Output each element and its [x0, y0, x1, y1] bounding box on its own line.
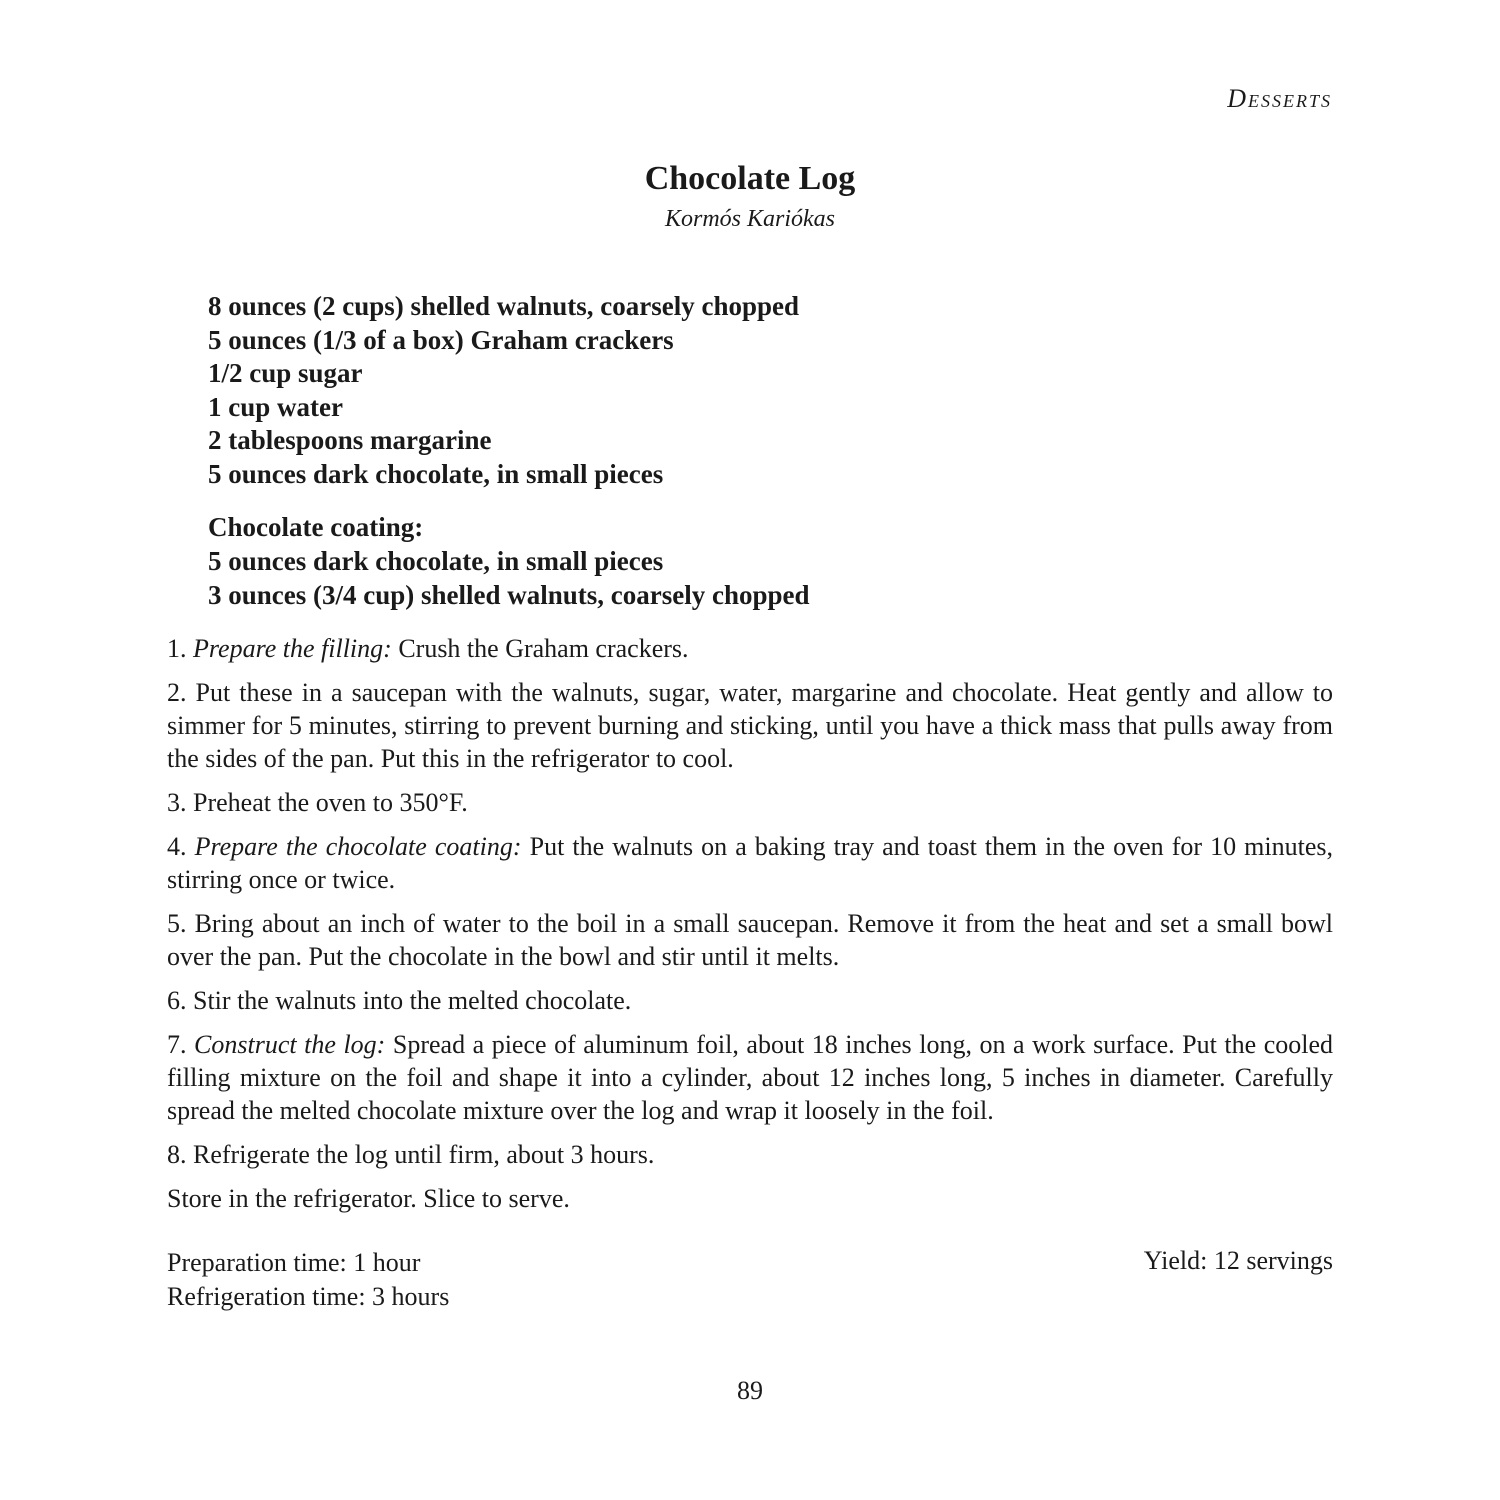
step-text: Put the walnuts on a baking tray and toast them in the oven for 10 minutes, stirring once or twice. [167, 832, 1334, 894]
step [167, 984, 1333, 1017]
timing-info [167, 1246, 449, 1314]
recipe-subtitle: Kormós Kariókas [664, 206, 836, 232]
ingredient-item: 5 ounces dark chocolate, in small pieces [208, 458, 664, 489]
prep-time: Preparation time: 1 hour [167, 1248, 421, 1277]
step-text: Put these in a saucepan with the walnuts, sugar, water, margarine and chocolate. Heat gently and allow to simmer for 5 minutes, stirring to prevent burning and sticking, until you have a thick mass that pulls away from the sides of the pan. Put this in the refrigerator to cool. [167, 678, 1333, 773]
step-number: 7. [167, 1030, 187, 1059]
step-text: Refrigerate the log until firm, about 3 hours. [193, 1140, 655, 1169]
instruction-steps [167, 632, 1333, 1226]
step-text: Spread a piece of aluminum foil, about 18 inches long, on a work surface. Put the cooled filling mixture on the foil and shape it into a cylinder, about 12 inches long, 5 inches in diameter. Carefully spread the melted chocolate mixture over the log and wrap it loosely in the foil. [167, 1030, 1333, 1125]
step-number: 3. [167, 788, 187, 817]
ingredient-item: 8 ounces (2 cups) shelled walnuts, coarsely chopped [208, 291, 800, 321]
step-text: Crush the Graham crackers. [398, 634, 689, 663]
ingredient-item: 1 cup water [208, 391, 343, 422]
ingredient-list [208, 290, 799, 491]
step [167, 632, 1333, 665]
ingredient-item: 1/2 cup sugar [208, 358, 363, 388]
recipe-title: Chocolate Log [644, 160, 856, 197]
step-number: 1. [167, 634, 187, 663]
step-number: 8. [167, 1140, 187, 1169]
step [167, 830, 1333, 896]
step-text: Preheat the oven to 350°F. [193, 788, 468, 817]
refrigeration-time: Refrigeration time: 3 hours [167, 1282, 450, 1311]
step [167, 1138, 1333, 1171]
step [167, 1028, 1333, 1127]
coating-ingredient-list [208, 510, 810, 612]
ingredient-item: 2 tablespoons margarine [208, 425, 492, 455]
step-lead: Construct the log: [194, 1030, 386, 1059]
step-number: 4. [167, 832, 187, 861]
storage-note: Store in the refrigerator. Slice to serve. [167, 1184, 570, 1213]
ingredient-item: 5 ounces dark chocolate, in small pieces [208, 546, 664, 576]
yield: Yield: 12 servings [1143, 1246, 1333, 1275]
step [167, 786, 1333, 819]
ingredient-item: 5 ounces (1/3 of a box) Graham crackers [208, 324, 674, 355]
coating-heading: Chocolate coating: [208, 512, 424, 542]
step-text: Bring about an inch of water to the boil in a small saucepan. Remove it from the heat and set a small bowl over the pan. Put the chocolate in the bowl and stir until it melts. [167, 909, 1334, 971]
ingredient-item: 3 ounces (3/4 cup) shelled walnuts, coarsely chopped [208, 580, 810, 610]
step-number: 5. [167, 909, 187, 938]
running-head: Desserts [1227, 84, 1332, 113]
step-lead: Prepare the chocolate coating: [194, 832, 522, 861]
step-number: 6. [167, 986, 187, 1015]
step-lead: Prepare the filling: [193, 634, 392, 663]
step-text: Stir the walnuts into the melted chocolate. [193, 986, 632, 1015]
step [167, 907, 1333, 973]
page-number: 89 [737, 1376, 763, 1405]
step-number: 2. [167, 678, 187, 707]
step [167, 676, 1333, 775]
